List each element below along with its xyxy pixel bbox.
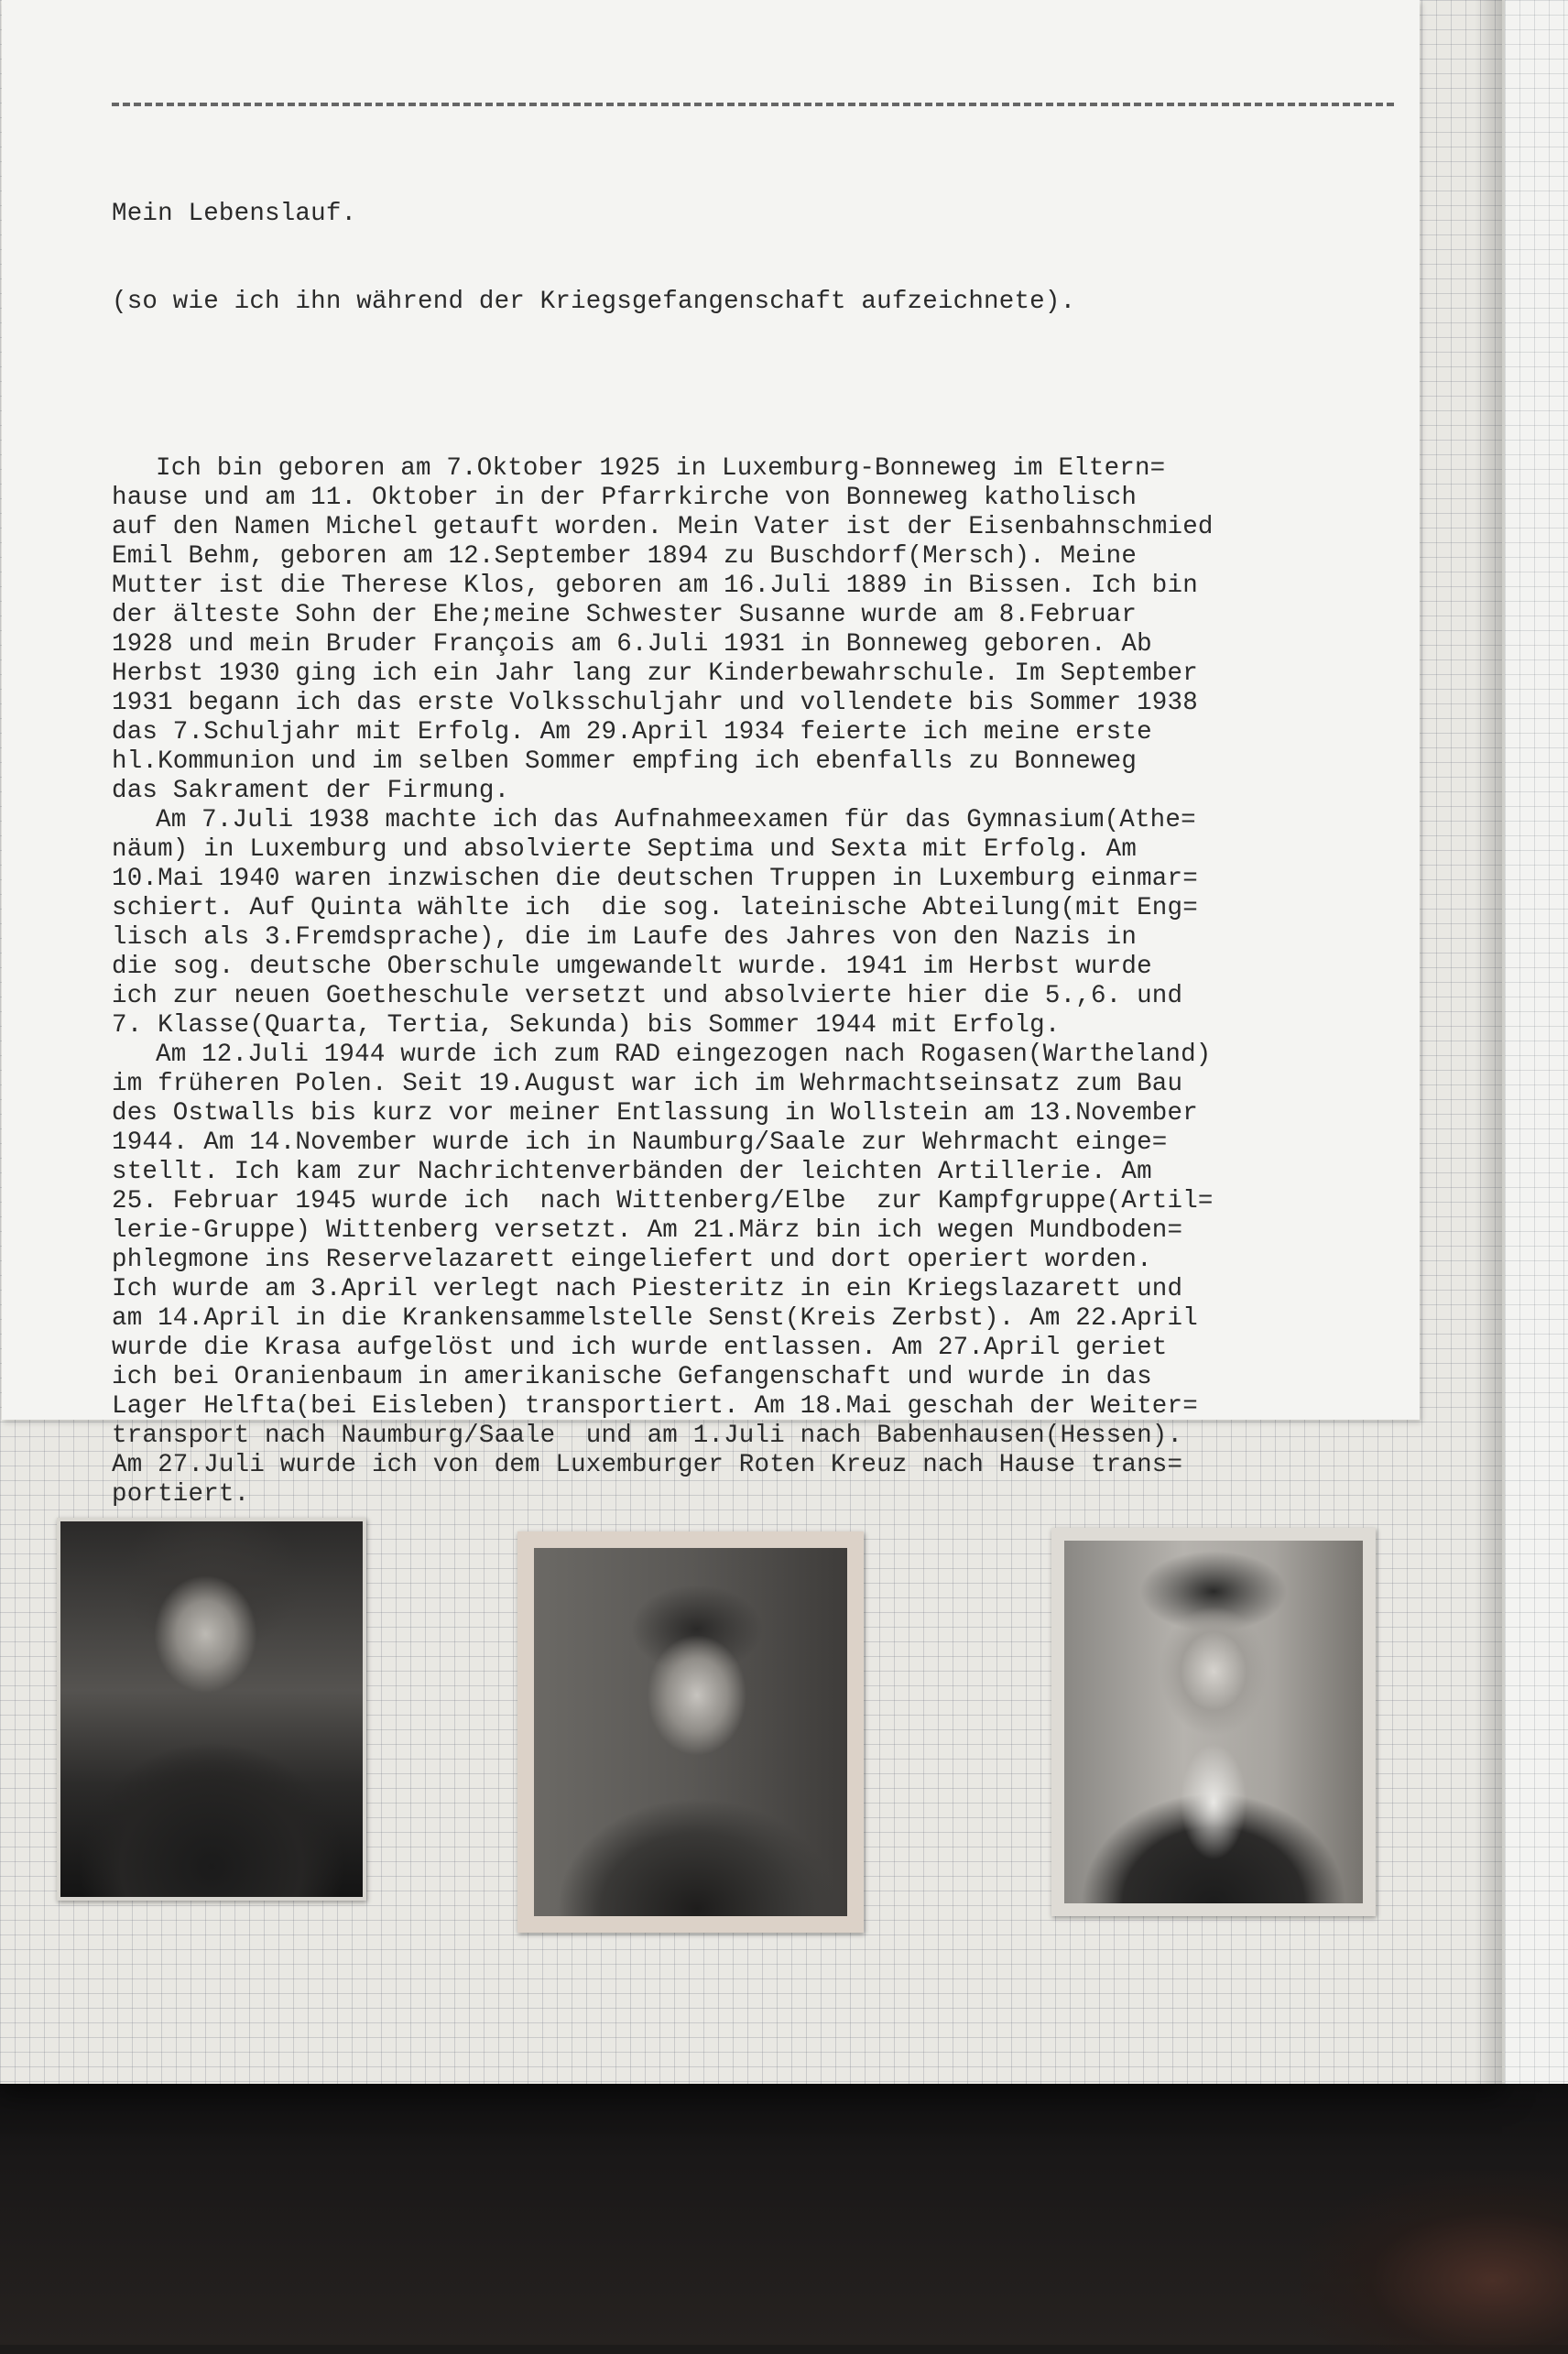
text-line: des Ostwalls bis kurz vor meiner Entlassung in Wollstein am 13.November <box>112 1099 1198 1128</box>
text-line: ich zur neuen Goetheschule versetzt und absolvierte hier die 5.,6. und <box>112 982 1183 1010</box>
photo-image <box>534 1548 847 1916</box>
photo-toddler-portrait <box>57 1518 366 1901</box>
text-line: 7. Klasse(Quarta, Tertia, Sekunda) bis Sommer 1944 mit Erfolg. <box>112 1011 1061 1040</box>
text-line: Ich wurde am 3.April verlegt nach Piesteritz in ein Kriegslazarett und <box>112 1275 1183 1303</box>
page-binding-shadow <box>1475 0 1504 2084</box>
text-line: portiert. <box>112 1480 250 1509</box>
text-line: im früheren Polen. Seit 19.August war ich im Wehrmachtseinsatz zum Bau <box>112 1070 1183 1098</box>
paragraph-gap <box>112 376 1412 396</box>
text-line: lisch als 3.Fremdsprache), die im Laufe des Jahres von den Nazis in <box>112 923 1138 952</box>
text-line: 10.Mai 1940 waren inzwischen die deutschen Truppen in Luxemburg einmar= <box>112 865 1198 893</box>
text-line: lerie-Gruppe) Wittenberg versetzt. Am 21.März bin ich wegen Mundboden= <box>112 1216 1183 1245</box>
text-line: am 14.April in die Krankensammelstelle Senst(Kreis Zerbst). Am 22.April <box>112 1304 1198 1333</box>
text-line: Ich bin geboren am 7.Oktober 1925 in Luxemburg-Bonneweg im Eltern= <box>156 454 1166 483</box>
text-line: hl.Kommunion und im selben Sommer empfing ich ebenfalls zu Bonneweg <box>112 747 1138 776</box>
text-line: auf den Namen Michel getauft worden. Mein Vater ist der Eisenbahnschmied <box>112 513 1214 541</box>
photo-boy-portrait-white-collar <box>1051 1528 1376 1916</box>
text-line: phlegmone ins Reservelazarett eingeliefert und dort operiert worden. <box>112 1246 1152 1274</box>
text-line: wurde die Krasa aufgelöst und ich wurde entlassen. Am 27.April geriet <box>112 1334 1168 1362</box>
text-lines <box>112 454 1412 1509</box>
photo-child-portrait-sailor-collar <box>517 1531 864 1933</box>
text-line: Lager Helfta(bei Eisleben) transportiert. Am 18.Mai geschah der Weiter= <box>112 1392 1198 1421</box>
next-page-edge <box>1502 0 1568 2084</box>
text-line: 1928 und mein Bruder François am 6.Juli 1931 in Bonneweg geboren. Ab <box>112 630 1152 659</box>
dashed-rule <box>112 103 1394 106</box>
text-line: 25. Februar 1945 wurde ich nach Wittenberg/Elbe zur Kampfgruppe(Artil= <box>112 1187 1214 1215</box>
text-line: die sog. deutsche Oberschule umgewandelt wurde. 1941 im Herbst wurde <box>112 953 1152 981</box>
typed-sheet <box>2 0 1420 1509</box>
text-line: das Sakrament der Firmung. <box>112 777 510 805</box>
text-line: hause und am 11. Oktober in der Pfarrkirche von Bonneweg katholisch <box>112 484 1138 512</box>
text-line: Emil Behm, geboren am 12.September 1894 zu Buschdorf(Mersch). Meine <box>112 542 1138 571</box>
text-line: Am 27.Juli wurde ich von dem Luxemburger Roten Kreuz nach Hause trans= <box>112 1451 1183 1479</box>
curriculum-vitae-text <box>112 141 1412 1568</box>
text-line: der älteste Sohn der Ehe;meine Schwester Susanne wurde am 8.Februar <box>112 601 1138 629</box>
text-line: Herbst 1930 ging ich ein Jahr lang zur Kinderbewahrschule. Im September <box>112 659 1198 688</box>
text-line: transport nach Naumburg/Saale und am 1.Juli nach Babenhausen(Hessen). <box>112 1422 1183 1450</box>
text-line: ich bei Oranienbaum in amerikanische Gefangenschaft und wurde in das <box>112 1363 1152 1391</box>
text-line: 1944. Am 14.November wurde ich in Naumburg/Saale zur Wehrmacht einge= <box>112 1128 1168 1157</box>
photo-image <box>60 1521 363 1897</box>
background-dark-table <box>0 2061 1568 2345</box>
text-line: 1931 begann ich das erste Volksschuljahr und vollendete bis Sommer 1938 <box>112 689 1198 717</box>
text-line: näum) in Luxemburg und absolvierte Septima und Sexta mit Erfolg. Am <box>112 835 1138 864</box>
text-line: Mutter ist die Therese Klos, geboren am 16.Juli 1889 in Bissen. Ich bin <box>112 572 1198 600</box>
text-line: stellt. Ich kam zur Nachrichtenverbänden der leichten Artillerie. Am <box>112 1158 1152 1186</box>
document-subheading: (so wie ich ihn während der Kriegsgefangenschaft aufzeichnete). <box>112 288 1076 316</box>
text-line: das 7.Schuljahr mit Erfolg. Am 29.April 1934 feierte ich meine erste <box>112 718 1152 747</box>
text-line: Am 12.Juli 1944 wurde ich zum RAD eingezogen nach Rogasen(Wartheland) <box>156 1041 1212 1069</box>
document-heading: Mein Lebenslauf. <box>112 200 357 228</box>
text-line: schiert. Auf Quinta wählte ich die sog. lateinische Abteilung(mit Eng= <box>112 894 1198 922</box>
photo-image <box>1064 1541 1363 1903</box>
text-line: Am 7.Juli 1938 machte ich das Aufnahmeexamen für das Gymnasium(Athe= <box>156 806 1196 834</box>
